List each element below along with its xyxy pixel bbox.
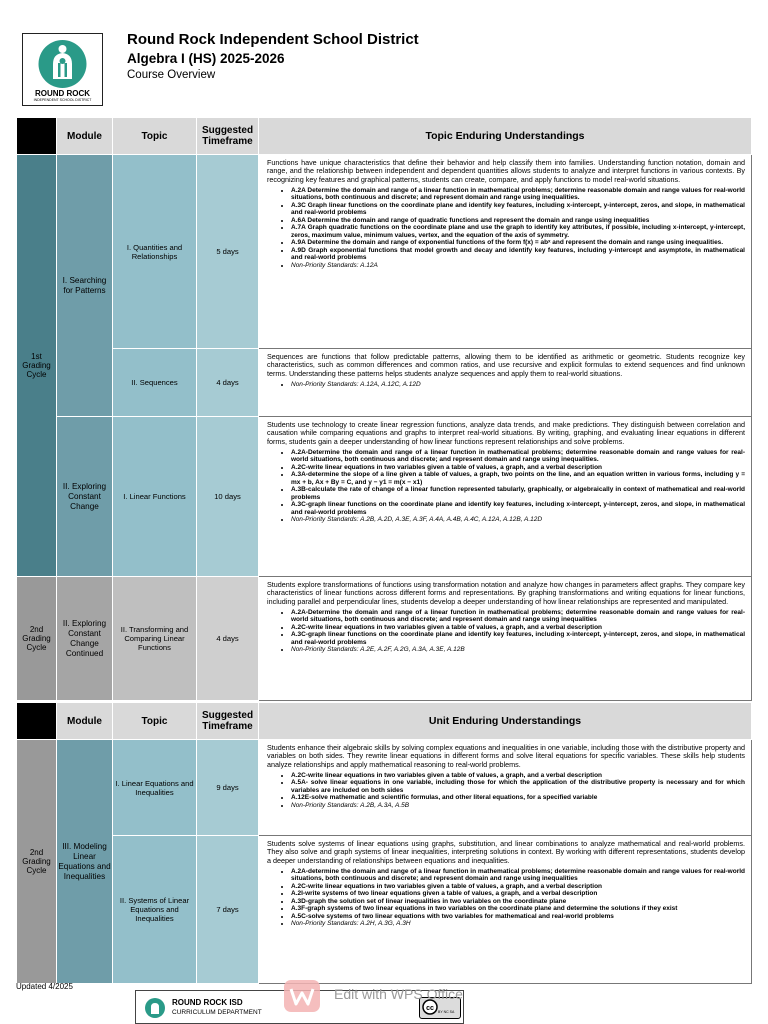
timeframe-cell: 10 days — [197, 417, 259, 577]
non-priority-standards: • Non-Priority Standards: A.12A, A.12C, A.12D — [291, 381, 745, 389]
standard-item: • A.2I-write systems of two linear equations given a table of values, a graph, and a verbal description — [291, 890, 745, 898]
logo-subtext: INDEPENDENT SCHOOL DISTRICT — [33, 98, 92, 102]
standard-item: • A.5A- solve linear equations in one variable, including those for which the application of the distributive property is necessary and for which variables are included on both sides — [291, 779, 745, 794]
standard-item: • A.2A-Determine the domain and range of a linear function in mathematical problems; determine reasonable domain and range values for real-world situations, both continuous and discrete; and represent domain and range using inequalities — [291, 609, 745, 624]
wps-watermark-text: Edit with WPS Office — [334, 986, 463, 1002]
course-title: Algebra I (HS) 2025-2026 — [127, 51, 285, 66]
grading-cycle-cell: 1st Grading Cycle — [17, 155, 57, 577]
topic-cell: I. Quantities and Relationships — [113, 155, 197, 349]
header-module: Module — [57, 118, 113, 155]
understanding-text: Students explore transformations of functions using transformation notation and analyze how changes in parameters affect graphs. They compare key characteristics of linear functions across different forms and representations. By graphing transformations and writing equations for linear functions, including parallel and perpendicular lines, students develop a deeper understanding of how linear relationships are represented and manipulated. — [267, 580, 745, 606]
timeframe-cell: 5 days — [197, 155, 259, 349]
grading-cycle-cell: 2nd Grading Cycle — [17, 740, 57, 984]
table-row — [17, 155, 752, 349]
table-row — [17, 836, 752, 984]
header-blank — [17, 118, 57, 155]
standard-item: • A.5C-solve systems of two linear equations with two variables for mathematical and real-world problems — [291, 913, 745, 921]
non-priority-standards: • Non-Priority Standards: A.2B, A.2D, A.3E, A.3F, A.4A, A.4B, A.4C, A.12A, A.12B, A.12D — [291, 516, 745, 524]
module-cell: III. Modeling Linear Equations and Inequalities — [57, 740, 113, 984]
topic-cell: I. Linear Functions — [113, 417, 197, 577]
understanding-text: Students use technology to create linear regression functions, analyze data trends, and make predictions. They distinguish between correlation and causation while comparing equations and graphs to interpret real-world situations. By writing, graphing, and evaluating linear equations in different forms, students gain a deeper understanding of how linear functions represent relationships and solve problems. — [267, 420, 745, 446]
timeframe-cell: 7 days — [197, 836, 259, 984]
topic-cell: II. Sequences — [113, 349, 197, 417]
non-priority-standards: • Non-Priority Standards: A.2E, A.2F, A.2G, A.3A, A.3E, A.12B — [291, 646, 745, 654]
timeframe-cell: 4 days — [197, 349, 259, 417]
wps-watermark-icon — [282, 978, 322, 1014]
standard-item: • A.7A Graph quadratic functions on the coordinate plane and use the graph to identify key attributes, if possible, including x-intercept, y-intercept, zeros, maximum value, minimum values, vertex, and the equation of the axis of symmetry. — [291, 224, 745, 239]
rrisd-logo-icon — [144, 997, 166, 1019]
logo-text: ROUND ROCK — [34, 89, 91, 98]
standard-item: • A.3D-graph the solution set of linear inequalities in two variables on the coordinate plane — [291, 898, 745, 906]
standard-item: • A.3A-determine the slope of a line given a table of values, a graph, two points on the line, and an equation written in various forms, including y = mx + b, Ax + By = C, and y − y1 = m(x − x1) — [291, 471, 745, 486]
module-cell: I. Searching for Patterns — [57, 155, 113, 417]
header-timeframe: Suggested Timeframe — [197, 703, 259, 740]
license-text: BY NC SA — [438, 1010, 455, 1014]
standard-item: • A.2C-write linear equations in two variables given a table of values, a graph, and a verbal description — [291, 772, 745, 780]
standard-item: • A.9D Graph exponential functions that model growth and decay and identify key features, including y-intercept and asymptote, in mathematical and real-world problems — [291, 247, 745, 262]
standard-item: • A.12E-solve mathematic and scientific formulas, and other literal equations, for a specified variable — [291, 794, 745, 802]
standard-item: • A.2C-write linear equations in two variables given a table of values, a graph, and a verbal description — [291, 464, 745, 472]
table-header-row — [17, 118, 752, 155]
understandings-cell — [259, 349, 752, 417]
header-topic: Topic — [113, 703, 197, 740]
header-topic: Topic — [113, 118, 197, 155]
standards-list — [267, 772, 745, 810]
topic-cell: I. Linear Equations and Inequalities — [113, 740, 197, 836]
table-row — [17, 740, 752, 836]
standard-item: • A.3C-graph linear functions on the coordinate plane and identify key features, including x-intercept, y-intercept, zeros, and slope, in mathematical and real-world problems — [291, 501, 745, 516]
course-overview-table-2 — [16, 702, 752, 984]
district-title: Round Rock Independent School District — [127, 31, 419, 48]
table-row — [17, 577, 752, 701]
course-overview-label: Course Overview — [127, 69, 216, 81]
understandings-cell — [259, 577, 752, 701]
non-priority-standards: • Non-Priority Standards: A.2H, A.3G, A.3H — [291, 920, 745, 928]
module-cell: II. Exploring Constant Change — [57, 417, 113, 577]
standards-list — [267, 609, 745, 654]
standards-list — [267, 449, 745, 524]
standard-item: • A.2A-Determine the domain and range of a linear function in mathematical problems; determine reasonable domain and range values for real-world situations, both continuous and discrete; and represent domain and range using inequalities. — [291, 449, 745, 464]
non-priority-standards: • Non-Priority Standards: A.12A — [291, 262, 745, 270]
standards-list — [267, 381, 745, 389]
understanding-text: Students solve systems of linear equations using graphs, substitution, and linear combinations to analyze mathematical and real-world problems. They also solve and graph systems of linear inequalities, interpreting solutions in context. By working with different representations, students develop a deeper understanding of relationships between equations and inequalities. — [267, 839, 745, 865]
svg-text:cc: cc — [426, 1005, 434, 1012]
standard-item: • A.2A-determine the domain and range of a linear function in mathematical problems; determine reasonable domain and range values for real-world situations, both continuous and discrete; and represent domain and range using inequalities — [291, 868, 745, 883]
updated-date: Updated 4/2025 — [16, 982, 73, 991]
standard-item: • A.6A Determine the domain and range of quadratic functions and represent the domain and range using inequalities — [291, 217, 745, 225]
header-understandings: Unit Enduring Understandings — [259, 703, 752, 740]
non-priority-standards: • Non-Priority Standards: A.2B, A.3A, A.5B — [291, 802, 745, 810]
standards-list — [267, 868, 745, 928]
topic-cell: II. Systems of Linear Equations and Inequalities — [113, 836, 197, 984]
dept-name: ROUND ROCK ISD — [172, 998, 243, 1007]
header-module: Module — [57, 703, 113, 740]
standard-item: • A.2C-write linear equations in two variables given a table of values, a graph, and a verbal description — [291, 883, 745, 891]
standard-item: • A.3F-graph systems of two linear equations in two variables on the coordinate plane and determine the solutions if they exist — [291, 905, 745, 913]
table-row — [17, 417, 752, 577]
standard-item: • A.3B-calculate the rate of change of a linear function represented tabularly, graphically, or algebraically in context of mathematical and real-world problems — [291, 486, 745, 501]
standard-item: • A.9A Determine the domain and range of exponential functions of the form f(x) = abˣ and represent the domain and range using inequalities. — [291, 239, 745, 247]
understandings-cell — [259, 740, 752, 836]
standard-item: • A.2A Determine the domain and range of a linear function in mathematical problems; determine reasonable domain and range values for real-world situations, both continuous and discrete; and represent domain and range using inequalities. — [291, 187, 745, 202]
grading-cycle-cell: 2nd Grading Cycle — [17, 577, 57, 701]
module-cell: II. Exploring Constant Change Continued — [57, 577, 113, 701]
understanding-text: Functions have unique characteristics that define their behavior and help classify them into families. Understanding function notation, domain and range, and the relationship between independent and dependent quantities allows students to analyze and interpret functions in various contexts. By recognizing key features and graphical patterns, students can create, compare, and apply functions to model real-world situations. — [267, 158, 745, 184]
header-blank — [17, 703, 57, 740]
understanding-text: Sequences are functions that follow predictable patterns, allowing them to be identified as arithmetic or geometric. Students recognize key characteristics, such as common differences and common ratios, and use recursive and explicit formulas to extend sequences and find unknown terms. Understanding these patterns helps students analyze sequences and apply them to real-world situations. — [267, 352, 745, 378]
timeframe-cell: 9 days — [197, 740, 259, 836]
standards-list — [267, 187, 745, 270]
standard-item: • A.3C Graph linear functions on the coordinate plane and identify key features, including x-intercept, y-intercept, zeros, and slope, in mathematical and real-world problems — [291, 202, 745, 217]
timeframe-cell: 4 days — [197, 577, 259, 701]
understandings-cell — [259, 417, 752, 577]
topic-cell: II. Transforming and Comparing Linear Functions — [113, 577, 197, 701]
district-logo — [22, 33, 103, 106]
standard-item: • A.3C-graph linear functions on the coordinate plane and identify key features, including x-intercept, y-intercept, zeros, and slope, in mathematical and real-world problems — [291, 631, 745, 646]
understandings-cell — [259, 836, 752, 984]
header-understandings: Topic Enduring Understandings — [259, 118, 752, 155]
dept-subtitle: CURRICULUM DEPARTMENT — [172, 1009, 262, 1016]
header-timeframe: Suggested Timeframe — [197, 118, 259, 155]
understanding-text: Students enhance their algebraic skills by solving complex equations and inequalities in one variable, including those with the distributive property and variables on both sides. They rewrite linear equations in different forms and solve literal equations for specific variables. These skills help students analyze relationships and apply mathematical reasoning to real-world problems. — [267, 743, 745, 769]
understandings-cell — [259, 155, 752, 349]
course-overview-table-1 — [16, 117, 752, 701]
table-header-row — [17, 703, 752, 740]
standard-item: • A.2C-write linear equations in two variables given a table of values, a graph, and a verbal description — [291, 624, 745, 632]
table-row — [17, 349, 752, 417]
